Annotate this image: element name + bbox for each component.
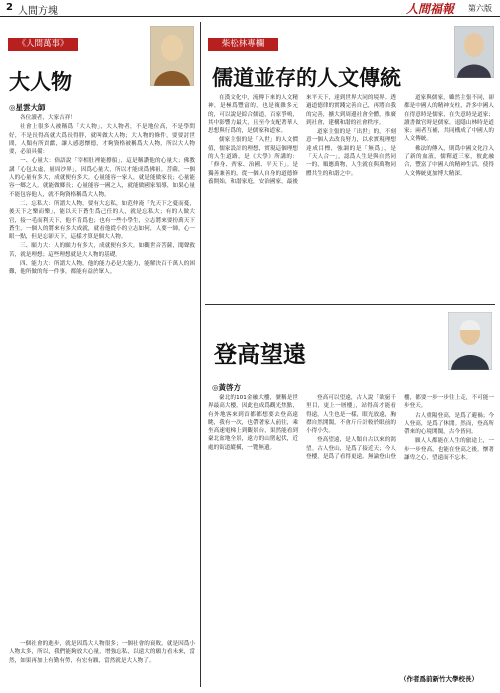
column-tag-chai: 柴松林專欄 [208, 38, 278, 51]
paragraph: 四、能力大：所謂大人物，他的能力必是大能力，能解決百千萬人的困難，他所做的每一件事，都能有益於眾人。 [9, 261, 195, 276]
column-divider [200, 22, 201, 687]
article-title-climb-high: 登高望遠 [214, 341, 306, 368]
article-body-big-person [9, 114, 195, 634]
newspaper-logo: 人間福報 [405, 2, 454, 16]
paragraph: 古人重陽登高，是爲了避禍；今人登高，是爲了休閒。然而，登高所帶來的心境開闊，古今皆同。 [404, 412, 494, 436]
paragraph: 願人人都能在人生的旅途上，一步一步登高，也能在登高之後，懷著謙卑之心，望遠而不忘本。 [404, 438, 494, 462]
author-note: （作者爲前新竹大學校長） [400, 675, 478, 683]
paragraph: 佛法的傳入，則爲中國文化注入了新的血液，儒釋道三家，彼此融合，豐富了中國人的精神生活，使得人文傳統更加博大精深。 [404, 145, 494, 177]
section-name: 人間方塊 [18, 6, 58, 17]
paragraph: 道家與儒家，雖然主張不同，卻都是中國人的精神支柱，許多中國人在得意時是儒家，在失意時是道家；讀書做官時是儒家，退隱山林時是道家；兩者互補，共同構成了中國人的人文傳統。 [404, 95, 494, 143]
author-portrait-hsing-yun [150, 26, 194, 86]
paragraph: 一個社會的進步，就是因爲大人物很多；一個社會的衰敗，就是因爲小人物太多，所以，我們能夠放大心量，增強忘私，以遠大的願力看未來，當然，如果再加上有勤有勞，有宏有願，當然就是大人物了。 [9, 641, 195, 664]
paragraph: 儒家主張的是「入世」的人文價值，儒家設計的理想，實現這個理想的人生道路，是《大學》所講的：「修身、齊家、治國、平天下」。是獨善兼善的，從一個人自身的道德修養開始，和諧家庭，安治國家，最後來平天下，達到世界大同的境界。透過道德律的實踐完善自己，再將自我的完善，擴大到周邊社會全體，推廣到社會，建構和諧的社會秩序。 [208, 95, 396, 185]
paragraph: 道家主張的是「出世」的，不刻意一個人去改良努力，以求實現理想達成目標，強調的是「無爲」，是「天人合一」，認爲人生是與自然同一的，順應萬物，人生就在與萬物同體共生的和諧之中。 [306, 129, 396, 177]
edition-label: 第六版 [468, 4, 492, 13]
article-closing-big-person [9, 640, 195, 688]
article-title-humanistic-tradition: 儒道並存的人文傳統 [212, 65, 401, 90]
page-header [0, 0, 500, 17]
paragraph: 社會上很多人被稱爲「大人物」，大人物者，不是地位高，不是學問好，不是長得高就大爲長得胖，就叫做大人物；大人物的條件，要要討世間，人類有所貢獻，讓人感恩懷德，才夠資格被稱爲大人物，所以大人物要，必須具備： [9, 124, 195, 156]
article-body-climb-high [208, 394, 494, 666]
paragraph: 登高可以望遠，古人說「欲窮千里目，更上一層樓」，站得高才能看得遠。人生也是一樣，眼光放遠，胸襟自然開闊，不會斤斤計較於眼前的小得小失。 [306, 395, 396, 435]
author-byline: ◎星雲大師 [9, 103, 46, 112]
paragraph: 一、心量大：俗語說「宰相肚裡能撐船」，這是稱讚他的心量大；佛教講「心包太虛，量周沙界」，因爲心量大，所以才能成爲佛祖。菩薩，一個人的心量有多大，成就便有多大。心量能容一家人，就是能做家長；心量能容一鄉之人，就能做鄉長；心量能容一國之人，就能做國家領導，如果心量不能包容他人，就不夠資格稱爲大人物。 [9, 158, 195, 198]
paragraph: 各位讀者，大家吉祥！ [20, 115, 76, 121]
paragraph: 臺北的101金融大樓，號稱是世界最高大樓，因此也成爲觀光焦點，有外地客來到首都都想要去登高遠眺，我有一次，也帶著家人前往，乘坐高速電梯上到觀景台，果然能看到臺北盆地全景，遠方的山巒起伏，近處的街道縱橫，一覽無遺。 [208, 395, 298, 451]
paragraph: 二、忘私大：所謂大人物，要有大忘私，如范仲淹「先天下之憂而憂，後天下之樂而樂」，能以天下蒼生爲己任的人，就是忘私大；有的人做大官，接一毛而利天下，他不肯爲也；也有一些小學生，立志將來要扮萬天下蒼生，一個人的將來有多大成就，就看他從小的立志如何，人要一師，心一眼一點，但是忘卻天下，這樣才算是個大人物。 [9, 200, 195, 241]
author-portrait-huang [448, 312, 492, 370]
page-number: 2 [6, 2, 13, 13]
author-byline-huang: ◎黃啓方 [212, 383, 242, 392]
paragraph: 在漢文化中，流傳下來的人文精神，是極爲豐富的，也是複雜多元的，可以說是綜合儒道，百家爭鳴，其中影響力最大，且至今支配著華人思想與行爲的，是儒家和道家。 [208, 95, 298, 135]
article-divider [205, 304, 495, 305]
column-tag-renjian: 《人間萬事》 [8, 38, 78, 51]
paragraph: 登高望遠，是人類自古以來的渴望。古人登山，是爲了接近天；今人登樓，是爲了看得更遠。無論登山登樓，都要一步一步往上走，不可能一步登天。 [306, 395, 494, 461]
author-portrait-chai [454, 26, 494, 78]
article-body-humanistic-tradition [208, 94, 494, 299]
article-title-big-person: 大人物 [9, 69, 72, 94]
paragraph: 三、願力大：人的願力有多大，成就便有多大。如觀世音菩薩，聞聲救苦，就是理想；這些理想就是大人物的基礎。 [9, 243, 195, 258]
